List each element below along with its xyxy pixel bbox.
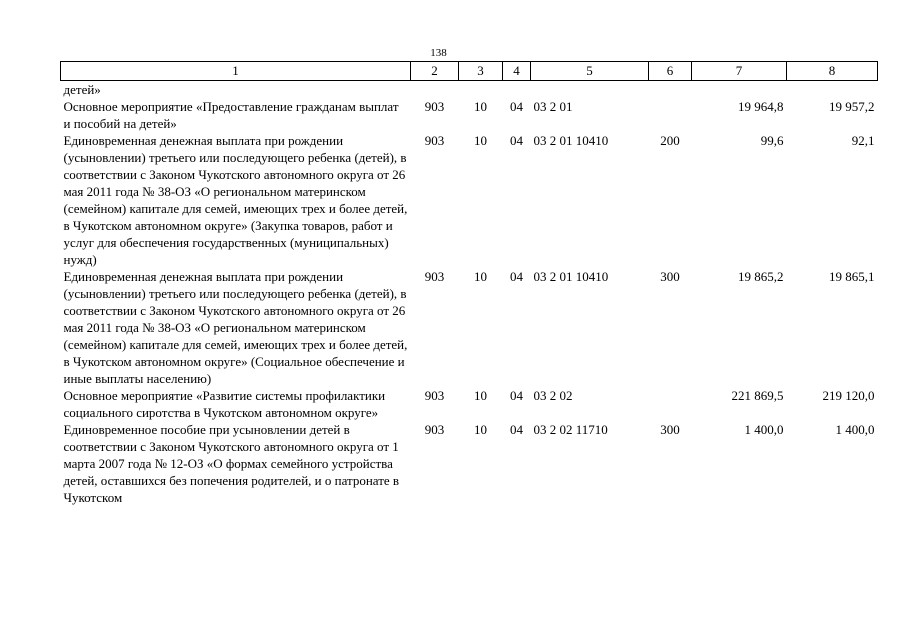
row-subsection: 04 <box>510 99 523 114</box>
row-target: 03 2 01 <box>533 99 573 114</box>
row-target: 03 2 02 11710 <box>533 422 608 437</box>
row-sum2: 92,1 <box>851 133 875 148</box>
row-type: 200 <box>660 133 680 148</box>
column-header: 8 <box>787 62 878 81</box>
row-type <box>649 98 692 132</box>
row-name: Единовременная денежная выплата при рождении (усыновлении) третьего или последующего ребенка (детей), в соответствии с Законом Чукотского автономного округа от 26 мая 2011 года № 38-ОЗ «О региональном материнском (семейном) капитале для семей, имеющих трех и более детей, в Чукотском автономном округе» (Социальное обеспечение и иные выплаты населению) <box>63 269 408 386</box>
column-header: 2 <box>411 62 459 81</box>
row-grbs: 903 <box>424 422 445 437</box>
row-target: 03 2 02 <box>533 388 573 403</box>
row-section: 10 <box>474 133 487 148</box>
row-section: 10 <box>474 422 487 437</box>
row-name: Единовременное пособие при усыновлении детей в соответствии с Законом Чукотского автономного округа от 1 марта 2007 года № 12-ОЗ «О формах семейного устройства детей, оставшихся без попечения родителей, и о патронате в Чукотском <box>63 422 400 505</box>
row-grbs: 903 <box>424 133 445 148</box>
row-type <box>649 81 692 99</box>
row-name: детей» <box>63 82 101 97</box>
row-subsection: 04 <box>510 422 523 437</box>
row-sum1: 19 964,8 <box>738 99 784 114</box>
row-target: 03 2 01 10410 <box>533 269 609 284</box>
table-row <box>61 387 878 421</box>
row-grbs <box>411 81 459 99</box>
row-target: 03 2 01 10410 <box>533 133 609 148</box>
row-sum2: 219 120,0 <box>822 388 875 403</box>
row-name: Основное мероприятие «Предоставление гражданам выплат и пособий на детей» <box>63 99 399 131</box>
table-row <box>61 132 878 268</box>
page-number: 138 <box>430 47 447 59</box>
row-subsection: 04 <box>510 133 523 148</box>
column-header: 1 <box>61 62 411 81</box>
table-row <box>61 421 878 506</box>
row-name: Единовременная денежная выплата при рождении (усыновлении) третьего или последующего ребенка (детей), в соответствии с Законом Чукотского автономного округа от 26 мая 2011 года № 38-ОЗ «О региональном материнском (семейном) капитале для семей, имеющих трех и более детей, в Чукотском автономном округе» (Закупка товаров, работ и услуг для обеспечения государственных (муниципальных) нужд) <box>63 133 408 267</box>
column-header: 7 <box>692 62 787 81</box>
row-subsection <box>503 81 531 99</box>
row-name: Основное мероприятие «Развитие системы профилактики социального сиротства в Чукотском автономном округе» <box>63 388 386 420</box>
row-sum2: 19 865,1 <box>829 269 875 284</box>
row-sum1: 221 869,5 <box>731 388 784 403</box>
row-target <box>531 81 649 99</box>
row-grbs: 903 <box>424 269 445 284</box>
row-type: 300 <box>660 269 680 284</box>
row-type <box>649 387 692 421</box>
header-row <box>61 62 878 81</box>
column-header: 4 <box>503 62 531 81</box>
row-type: 300 <box>660 422 680 437</box>
row-subsection: 04 <box>510 388 523 403</box>
row-section: 10 <box>474 269 487 284</box>
table-row <box>61 268 878 387</box>
row-sum2: 1 400,0 <box>835 422 875 437</box>
table-row <box>61 81 878 99</box>
column-header: 3 <box>459 62 503 81</box>
budget-table <box>60 61 878 506</box>
column-header: 6 <box>649 62 692 81</box>
table-body <box>61 81 878 507</box>
row-grbs: 903 <box>424 99 445 114</box>
row-section: 10 <box>474 388 487 403</box>
row-sum1: 19 865,2 <box>738 269 784 284</box>
row-section: 10 <box>474 99 487 114</box>
row-section <box>459 81 503 99</box>
table-header <box>61 62 878 81</box>
row-sum2: 19 957,2 <box>829 99 875 114</box>
table-row <box>61 98 878 132</box>
row-sum1 <box>692 81 787 99</box>
row-subsection: 04 <box>510 269 523 284</box>
column-header: 5 <box>531 62 649 81</box>
row-sum1: 1 400,0 <box>744 422 784 437</box>
row-sum2 <box>787 81 878 99</box>
row-sum1: 99,6 <box>760 133 784 148</box>
row-grbs: 903 <box>424 388 445 403</box>
